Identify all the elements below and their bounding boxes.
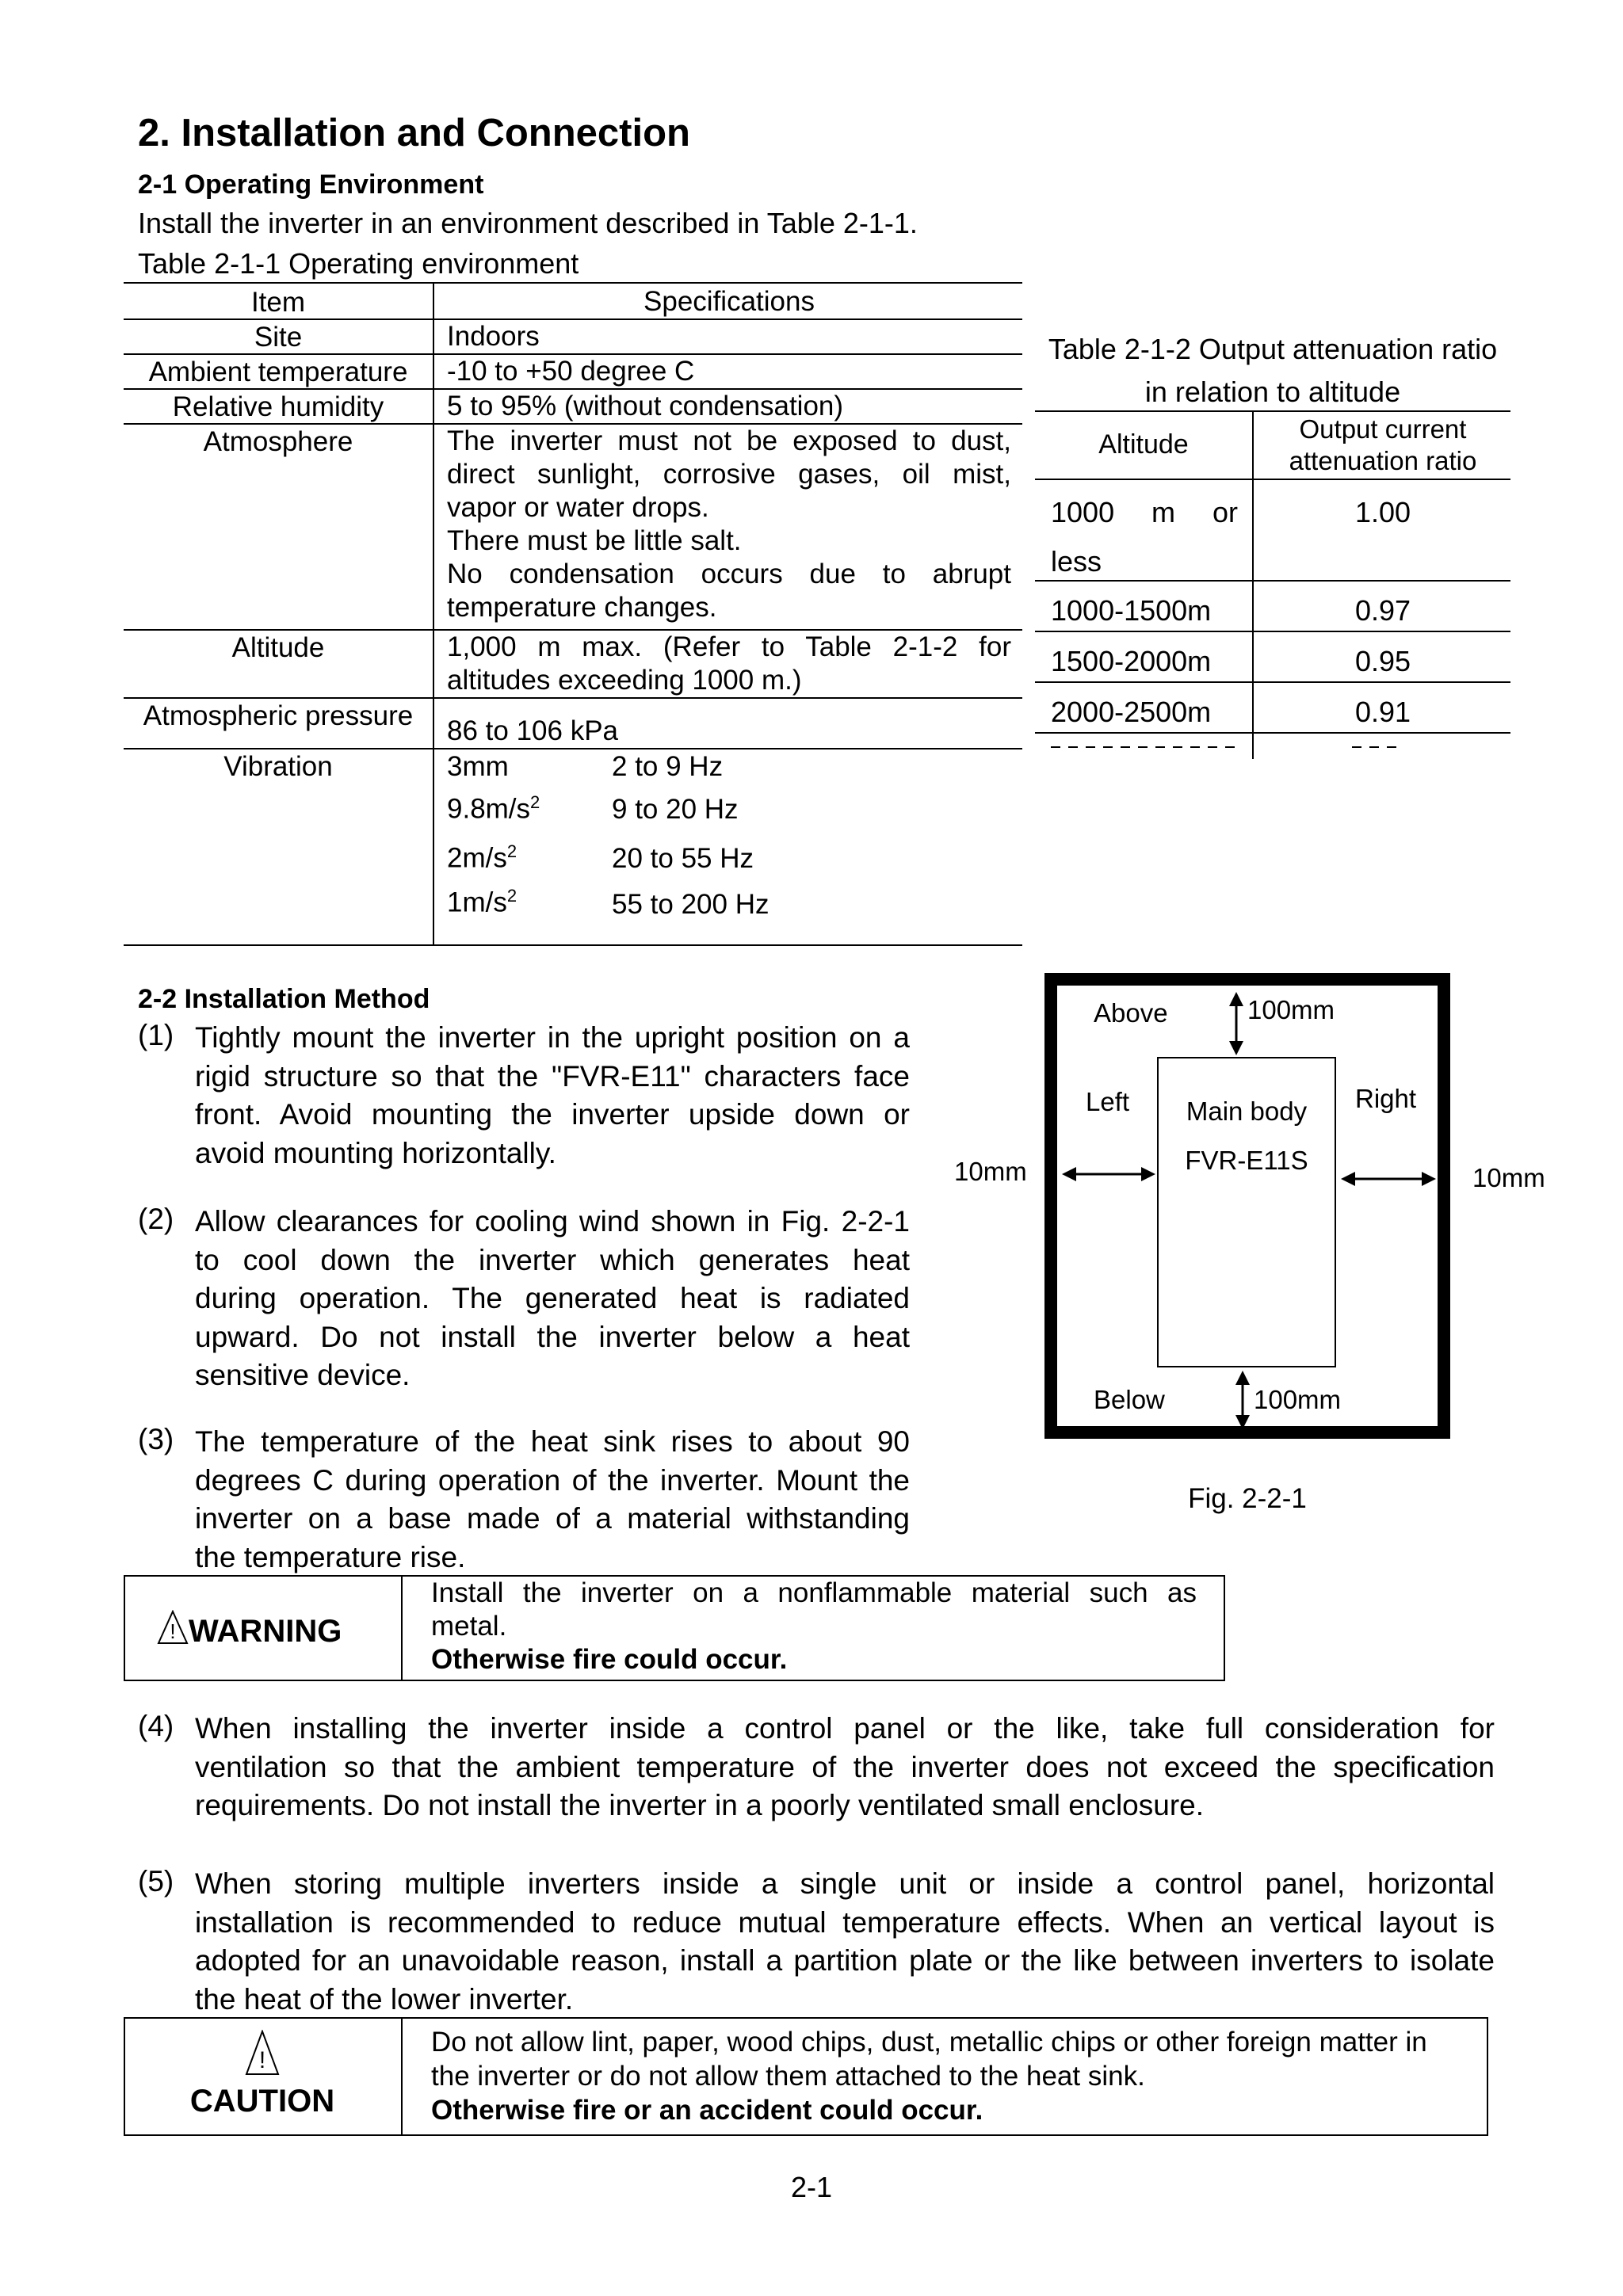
table2-header-ratio-line2: attenuation ratio	[1289, 446, 1477, 475]
item-5-line: adopted for an unavoidable reason, install a partition plate or the like between inverters to isolate	[195, 1944, 1495, 1977]
vibration-amp-2: $9.8m/s^2$	[447, 792, 540, 825]
table1-site-spec: Indoors	[447, 321, 540, 352]
section-2-1-title: 2-1 Operating Environment	[138, 170, 484, 200]
table1-ambient-spec: -10 to +50 degree C	[447, 356, 695, 387]
item-4-line: When installing the inverter inside a control panel or the like, take full consideration for	[195, 1712, 1495, 1745]
figure-right-clearance: 10mm	[1472, 1163, 1545, 1192]
figure-below-label: Below	[1094, 1385, 1165, 1414]
item-1-line: Tightly mount the inverter in the upright position on a	[195, 1021, 910, 1054]
figure-caption: Fig. 2-2-1	[1188, 1483, 1307, 1514]
table1-caption: Table 2-1-1 Operating environment	[138, 247, 579, 280]
table2-row1-altitude-line2: less	[1051, 545, 1102, 578]
table1-pressure-spec: 86 to 106 kPa	[447, 715, 618, 746]
table2-row1-altitude: 1000 m or	[1051, 496, 1238, 528]
table2-row4-ratio: 0.91	[1354, 696, 1411, 728]
item-1-line: avoid mounting horizontally.	[195, 1136, 556, 1169]
item-5-line: When storing multiple inverters inside a single unit or inside a control panel, horizontal	[195, 1867, 1495, 1900]
table2-row3-altitude: 1500-2000m	[1051, 645, 1212, 677]
item-4-number: (4)	[138, 1710, 174, 1742]
caution-icon-wrap	[124, 2030, 401, 2080]
table1-humidity-spec: 5 to 95% (without condensation)	[447, 391, 844, 421]
caution-line: the inverter or do not allow them attached to the heat sink.	[431, 2061, 1145, 2092]
vibration-freq-2: 9 to 20 Hz	[612, 794, 739, 825]
altitude-line: altitudes exceeding 1000 m.)	[447, 665, 802, 696]
atmosphere-line: No condensation occurs due to abrupt	[447, 559, 1011, 589]
section-2-1-intro: Install the inverter in an environment described in Table 2-1-1.	[138, 207, 918, 239]
table1-header-spec: Specifications	[643, 286, 815, 317]
table1-header-item: Item	[250, 287, 306, 318]
warning-triangle-icon	[157, 1610, 189, 1645]
section-2-2-title: 2-2 Installation Method	[138, 984, 430, 1014]
item-1-number: (1)	[138, 1019, 174, 1051]
figure-bottom-clearance: 100mm	[1254, 1385, 1342, 1414]
item-4-line: requirements. Do not install the inverter in a poorly ventilated small enclosure.	[195, 1789, 1205, 1821]
figure-left-label: Left	[1086, 1087, 1130, 1116]
item-5-line: the heat of the lower inverter.	[195, 1982, 574, 2016]
item-3-line: degrees C during operation of the inverter. Mount the	[195, 1463, 910, 1497]
figure-body-line1: Main body	[1186, 1097, 1308, 1126]
bottom-arrowhead-down	[1235, 1415, 1250, 1429]
table2-row3-ratio: 0.95	[1354, 645, 1411, 677]
figure-body-line2: FVR-E11S	[1185, 1146, 1308, 1175]
item-4-line: ventilation so that the ambient temperature of the inverter does not exceed the specification	[195, 1750, 1495, 1783]
vibration-freq-4: 55 to 200 Hz	[612, 889, 769, 920]
page-title: 2. Installation and Connection	[138, 112, 690, 154]
table1-humidity-item: Relative humidity	[172, 391, 384, 422]
right-arrowhead-right	[1422, 1172, 1436, 1186]
item-2-line: Allow clearances for cooling wind shown in Fig. 2-2-1	[195, 1205, 910, 1238]
figure-right-label: Right	[1355, 1084, 1417, 1113]
top-arrowhead-down	[1229, 1041, 1243, 1055]
vibration-freq-3: 20 to 55 Hz	[612, 843, 754, 874]
item-1-line: front. Avoid mounting the inverter upside down or	[195, 1098, 910, 1131]
atmosphere-line: vapor or water drops.	[447, 492, 709, 523]
atmosphere-line: temperature changes.	[447, 592, 717, 623]
item-1-line: rigid structure so that the "FVR-E11" characters face	[195, 1059, 910, 1093]
page-number: 2-1	[790, 2171, 833, 2203]
figure-top-clearance: 100mm	[1247, 995, 1335, 1024]
item-3-number: (3)	[138, 1423, 174, 1455]
warning-line: Install the inverter on a nonflammable material such as	[431, 1577, 1197, 1608]
item-5-text	[195, 1865, 1495, 2019]
item-3-line: The temperature of the heat sink rises to about 90	[195, 1425, 910, 1458]
warning-label: ! WARNING	[157, 1610, 342, 1650]
table2-caption-line2: in relation to altitude	[1144, 376, 1401, 408]
table2-row2-altitude: 1000-1500m	[1051, 594, 1212, 627]
warning-text	[431, 1577, 1197, 1676]
item-5-line: installation is recommended to reduce mutual temperature effects. When an vertical layout is	[195, 1905, 1495, 1939]
item-2-line: upward. Do not install the inverter below a heat	[195, 1320, 910, 1353]
table2-row4-altitude: 2000-2500m	[1051, 696, 1212, 728]
table1-ambient-item: Ambient temperature	[148, 357, 408, 387]
caution-text	[431, 2025, 1477, 2127]
atmosphere-line: The inverter must not be exposed to dust,	[447, 425, 1011, 456]
altitude-line: 1,000 m max. (Refer to Table 2-1-2 for	[447, 631, 1011, 662]
atmosphere-line: direct sunlight, corrosive gases, oil mist,	[447, 459, 1011, 490]
top-arrowhead-up	[1229, 992, 1243, 1006]
warning-line-bold: Otherwise fire could occur.	[431, 1644, 788, 1675]
item-3-line: inverter on a base made of a material withstanding	[195, 1502, 910, 1535]
item-5-number: (5)	[138, 1865, 174, 1897]
right-arrowhead-left	[1341, 1172, 1355, 1186]
left-arrowhead-left	[1062, 1167, 1076, 1181]
vibration-amp-3: $2m/s^2$	[447, 841, 517, 874]
warning-line: metal.	[431, 1611, 507, 1642]
table2-header-altitude: Altitude	[1098, 429, 1189, 460]
table2-header-ratio-line1: Output current	[1299, 414, 1467, 444]
table1-vibration-item: Vibration	[223, 751, 333, 782]
item-2-number: (2)	[138, 1203, 174, 1235]
table1-site-item: Site	[254, 322, 303, 353]
item-2-line: sensitive device.	[195, 1359, 411, 1391]
caution-line: Do not allow lint, paper, wood chips, dust, metallic chips or other foreign matter in	[431, 2027, 1427, 2058]
left-arrowhead-right	[1141, 1167, 1155, 1181]
figure-left-clearance: 10mm	[954, 1157, 1027, 1186]
figure-above-label: Above	[1094, 998, 1168, 1028]
svg-text:!: !	[170, 1619, 176, 1643]
bottom-arrowhead-up	[1235, 1371, 1250, 1385]
item-2-line: to cool down the inverter which generates heat	[195, 1243, 910, 1276]
item-3-line: the temperature rise.	[195, 1540, 466, 1573]
caution-label: CAUTION	[189, 2084, 335, 2119]
vibration-amp-1: 3mm	[447, 751, 509, 782]
table2-row1-ratio: 1.00	[1354, 496, 1411, 528]
vibration-freq-1: 2 to 9 Hz	[612, 751, 724, 782]
atmosphere-line: There must be little salt.	[447, 525, 742, 556]
vibration-amp-4: $1m/s^2$	[447, 886, 517, 918]
table2-caption-line1: Table 2-1-2 Output attenuation ratio	[1048, 333, 1498, 365]
table1-atmosphere-item: Atmosphere	[203, 426, 353, 457]
svg-text:!: !	[258, 2047, 266, 2073]
caution-line-bold: Otherwise fire or an accident could occur.	[431, 2095, 983, 2126]
table2-row2-ratio: 0.97	[1354, 594, 1411, 627]
item-4-text	[195, 1710, 1495, 1825]
table1-altitude-item: Altitude	[231, 632, 325, 663]
table1-pressure-item: Atmospheric pressure	[143, 700, 414, 731]
caution-triangle-icon	[245, 2030, 280, 2076]
item-2-line: during operation. The generated heat is radiated	[195, 1282, 910, 1314]
